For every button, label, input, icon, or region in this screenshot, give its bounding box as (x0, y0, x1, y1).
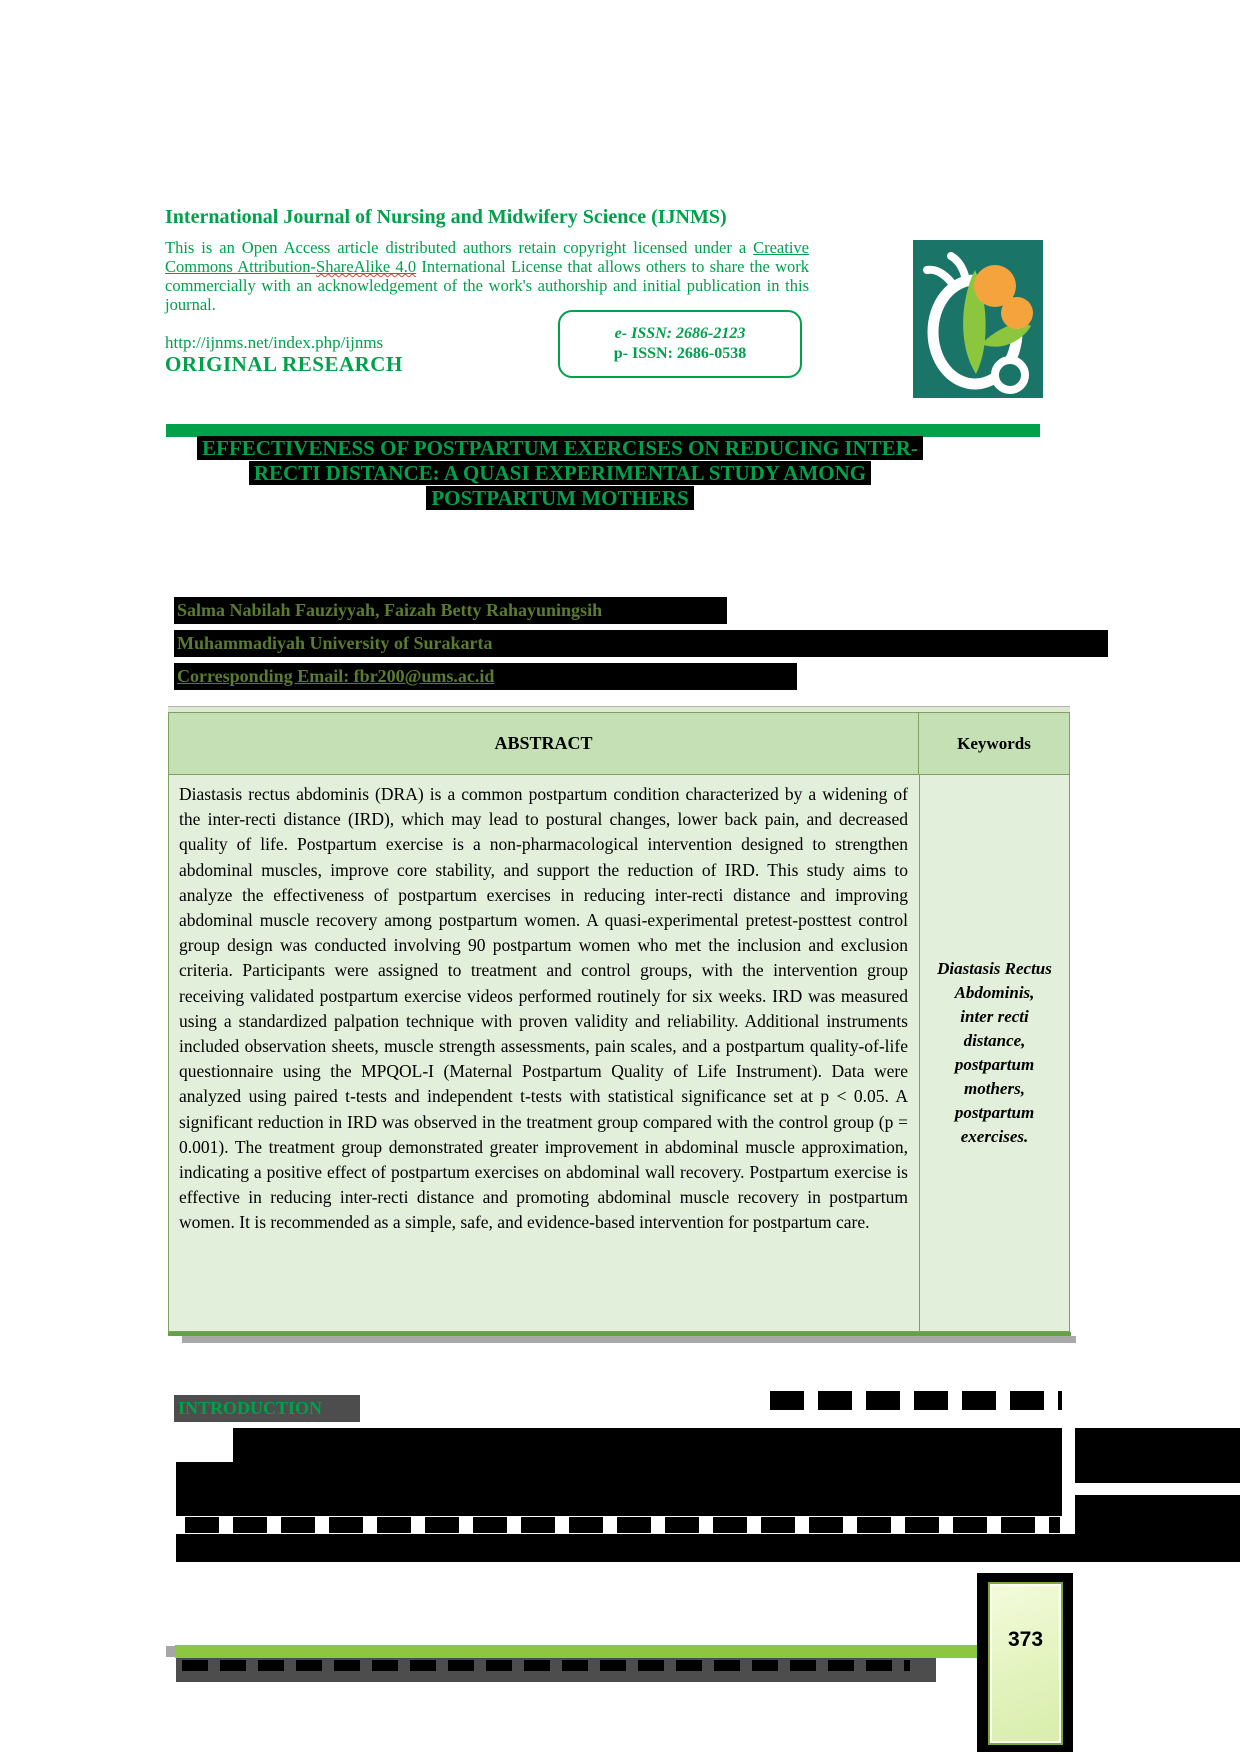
introduction-heading: INTRODUCTION (174, 1395, 360, 1422)
article-type-label: ORIGINAL RESEARCH (165, 352, 403, 376)
e-issn: e- ISSN: 2686-2123 (614, 325, 746, 342)
footer-bar-end-cap (166, 1646, 175, 1657)
journal-title[interactable]: International Journal of Nursing and Midwifery Science (IJNMS) (165, 206, 727, 228)
footer-redacted-band (176, 1658, 936, 1682)
issn-box (558, 310, 802, 378)
keywords-header-cell: Keywords (919, 713, 1069, 775)
keywords-text: Diastasis Rectus Abdominis, inter recti distance, postpartum mothers, postpartum exercises. (937, 959, 1052, 1146)
footer-green-bar (175, 1645, 977, 1658)
license-paragraph (165, 238, 809, 314)
author-affiliation: Muhammadiyah University of Surakarta (174, 630, 1108, 657)
redacted-paragraph-block (233, 1428, 1062, 1462)
article-title-line1: EFFECTIVENESS OF POSTPARTUM EXERCISES ON REDUCING INTER- (170, 436, 950, 461)
author-names: Salma Nabilah Fauziyyah, Faizah Betty Rahayuningsih (174, 597, 727, 624)
p-issn: p- ISSN: 2686-0538 (613, 345, 747, 362)
abstract-table-shadow (182, 1336, 1076, 1343)
journal-logo (913, 240, 1043, 398)
journal-url-link[interactable]: http://ijnms.net/index.php/ijnms (165, 333, 384, 352)
license-text-before: This is an Open Access article distributed authors retain copyright licensed under a (165, 238, 754, 257)
redacted-paragraph-block (1075, 1428, 1240, 1483)
keywords-cell (919, 775, 1069, 1331)
article-title-line3: POSTPARTUM MOTHERS (170, 486, 950, 511)
redacted-footer-text (182, 1660, 910, 1671)
page-number: 373 (1007, 1628, 1044, 1651)
article-title-line2: RECTI DISTANCE: A QUASI EXPERIMENTAL STUDY AMONG (170, 461, 950, 486)
redacted-text-fragment (770, 1391, 1062, 1410)
abstract-text-cell: Diastasis rectus abdominis (DRA) is a common postpartum condition characterized by a widening of the inter-recti distance (IRD), which may lead to postural changes, lower back pain, and decreased quality of life. Postpartum exercise is a non-pharmacological intervention designed to strengthen abdominal muscles, improve core stability, and support the reduction of IRD. This study aims to analyze the effectiveness of postpartum exercises in reducing inter-recti distance and improving abdominal muscle recovery among postpartum women. A quasi-experimental pretest-posttest control group design was conducted involving 90 postpartum women who met the inclusion and exclusion criteria. Participants were assigned to treatment and control groups, with the intervention group receiving validated postpartum exercise videos performed routinely for six weeks. IRD was measured using a standardized palpation technique with proven validity and reliability. Additional instruments included observation sheets, muscle strength assessments, pain scales, and a postpartum quality-of-life questionnaire using the MPQOL-I (Maternal Postpartum Quality of Life Instrument). Data were analyzed using paired t-tests and independent t-tests with statistical significance set at p < 0.05. A significant reduction in IRD was observed in the treatment group compared with the control group (p = 0.001). The treatment group demonstrated greater improvement in abdominal muscle approximation, indicating a positive effect of postpartum exercises on abdominal wall recovery. Postpartum exercise is effective in reducing inter-recti distance and promoting abdominal muscle recovery in postpartum women. It is recommended as a simple, safe, and evidence-based intervention for postpartum care. (179, 784, 908, 1233)
license-link-sharealike[interactable]: ShareAlike 4.0 (316, 257, 417, 276)
redacted-paragraph-block (176, 1534, 1240, 1562)
abstract-table (168, 712, 1070, 1332)
corresponding-email[interactable]: Corresponding Email: fbr200@ums.ac.id (174, 663, 797, 690)
redacted-text-fragment (185, 1517, 1060, 1533)
journal-logo-graphic (913, 240, 1043, 398)
page-number-box (988, 1582, 1063, 1745)
license-text-after: International License that allows others to share the work commercially with an acknowledgement of the work's authorship and initial publication in this journal. (165, 257, 809, 314)
redacted-paragraph-block (176, 1462, 1062, 1516)
redacted-paragraph-block (1075, 1495, 1240, 1534)
article-title (170, 436, 950, 511)
license-link[interactable]: Creative Commons Attribution-ShareAlike 4.0 (165, 238, 809, 276)
abstract-header-cell: ABSTRACT (169, 713, 919, 775)
